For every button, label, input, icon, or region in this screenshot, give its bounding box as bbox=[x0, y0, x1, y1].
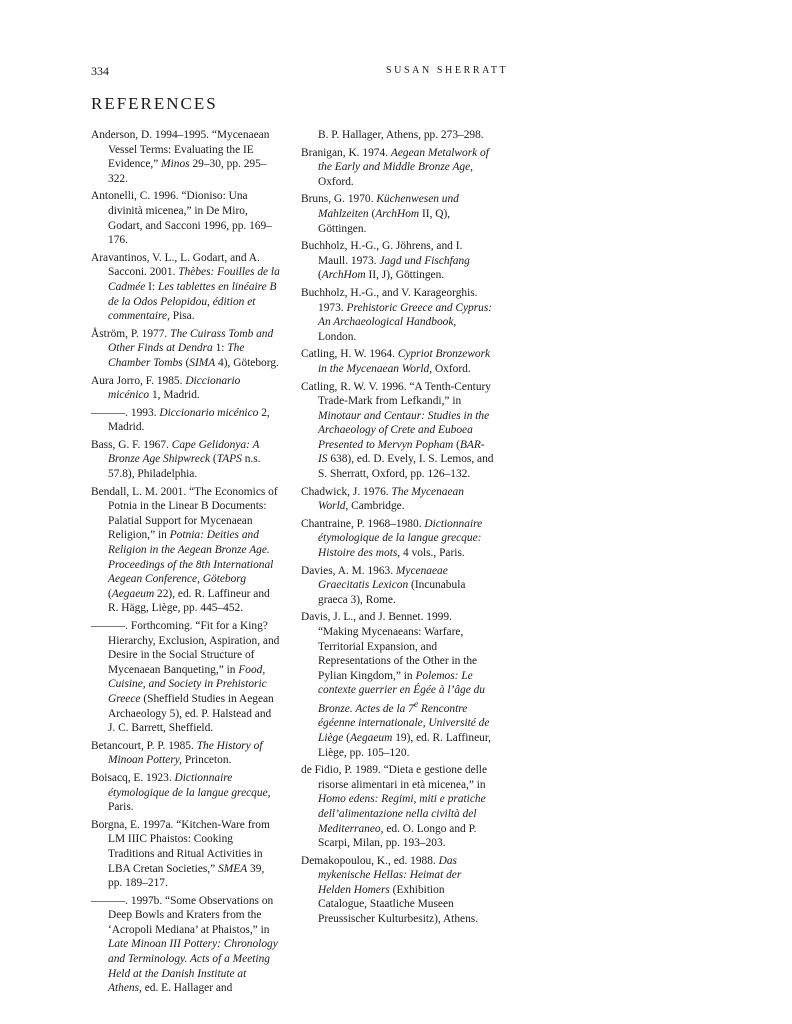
reference-entry: Bass, G. F. 1967. Cape Gelidonya: A Bronze Age Shipwreck (TAPS n.s. 57.8), Philadelphia. bbox=[91, 438, 261, 481]
reference-entry: Davies, A. M. 1963. Mycenaeae Graecitatis Lexicon (Incunabula graeca 3), Rome. bbox=[301, 564, 466, 606]
reference-entry: de Fidio, P. 1989. “Dieta e gestione delle risorse alimentari in età micenea,” in Homo edens: Regimi, miti e pratiche dell’alimentazione nella civiltà del Mediterraneo, ed. O. Longo and P. Scarpi, Milan, pp. 193–203. bbox=[301, 764, 488, 850]
reference-entry: Catling, R. W. V. 1996. “A Tenth-Century Trade-Mark from Lefkandi,” in Minotaur and Centaur: Studies in the Archaeology of Crete and Euboea Presented to Mervyn Popham (BAR-IS 638), ed. D. Evely, I. S. Lemos, and S. Sherratt, Oxford, pp. 126–132. bbox=[301, 380, 494, 481]
page-number: 334 bbox=[91, 64, 109, 78]
reference-entry: Catling, H. W. 1964. Cypriot Bronzework in the Mycenaean World, Oxford. bbox=[301, 348, 491, 375]
reference-entry: Bendall, L. M. 2001. “The Economics of Potnia in the Linear B Documents: Palatial Support for Mycenaean Religion,” in Potnia: Deities and Religion in the Aegean Bronze Age. Proceedings of the 8th International Aegean Conference, Göteborg (Aegaeum 22), ed. R. Laffineur and R. Hägg, Liège, pp. 445–452. bbox=[91, 485, 278, 615]
reference-entry: Boisacq, E. 1923. Dictionnaire étymologique de la langue grecque, Paris. bbox=[91, 771, 271, 814]
reference-entry: Betancourt, P. P. 1985. The History of Minoan Pottery, Princeton. bbox=[91, 739, 263, 767]
reference-entry: Buchholz, H.-G., G. Jöhrens, and I. Maull. 1973. Jagd und Fischfang (ArchHom II, J), Göttingen. bbox=[301, 240, 470, 282]
reference-entry: Anderson, D. 1994–1995. “Mycenaean Vessel Terms: Evaluating the IE Evidence,” Minos 29–30, pp. 295–322. bbox=[91, 129, 270, 185]
references-left-column bbox=[91, 128, 281, 999]
reference-entry: Davis, J. L., and J. Bennet. 1999. “Making Mycenaeans: Warfare, Territorial Expansion, and Representations of the Other in the Pylian Kingdom,” in Polemos: Le contexte guerrier en Égée à l’âge du Bronze. Actes de la 7e Rencontre égéenne internationale, Université de Liège (Aegaeum 19), ed. R. Laffineur, Liège, pp. 105–120. bbox=[301, 611, 492, 759]
reference-entry: B. P. Hallager, Athens, pp. 273–298. bbox=[318, 129, 484, 141]
reference-entry: Åström, P. 1977. The Cuirass Tomb and Other Finds at Dendra 1: The Chamber Tombs (SIMA 4), Göteborg. bbox=[91, 327, 279, 369]
reference-entry: Aura Jorro, F. 1985. Diccionario micénico 1, Madrid. bbox=[91, 374, 241, 402]
reference-entry: Branigan, K. 1974. Aegean Metalwork of the Early and Middle Bronze Age, Oxford. bbox=[301, 146, 489, 188]
reference-entry: Borgna, E. 1997a. “Kitchen-Ware from LM IIIC Phaistos: Cooking Traditions and Ritual Activities in LBA Cretan Societies,” SMEA 39, pp. 189–217. bbox=[91, 818, 270, 890]
reference-entry: Antonelli, C. 1996. “Dioniso: Una divinità micenea,” in De Miro, Godart, and Sacconi 1996, pp. 169–176. bbox=[91, 190, 272, 247]
reference-entry: Buchholz, H.-G., and V. Karageorghis. 1973. Prehistoric Greece and Cyprus: An Archaeological Handbook, London. bbox=[301, 286, 493, 343]
reference-entry: Demakopoulou, K., ed. 1988. Das mykenische Hellas: Heimat der Helden Homers (Exhibition Catalogue, Staatliche Museen Preussischer Kulturbesitz), Athens. bbox=[301, 854, 479, 926]
reference-entry: ———. 1993. Diccionario micénico 2, Madrid. bbox=[91, 406, 270, 434]
running-header-author: SUSAN SHERRATT bbox=[386, 65, 509, 76]
reference-entry: Bruns, G. 1970. Küchenwesen und Mahlzeiten (ArchHom II, Q), Göttingen. bbox=[301, 193, 459, 235]
reference-entry: ———. Forthcoming. “Fit for a King? Hierarchy, Exclusion, Aspiration, and Desire in the Social Structure of Mycenaean Banqueting,” in Food, Cuisine, and Society in Prehistoric Greece (Sheffield Studies in Aegean Archaeology 5), ed. P. Halstead and J. C. Barrett, Sheffield. bbox=[91, 620, 280, 735]
reference-entry: ———. 1997b. “Some Observations on Deep Bowls and Kraters from the ‘Acropoli Mediana’ at Phaistos,” in Late Minoan III Pottery: Chronology and Terminology. Acts of a Meeting Held at the Danish Institute at Athens, ed. E. Hallager and bbox=[91, 894, 278, 995]
reference-entry: Aravantinos, V. L., L. Godart, and A. Sacconi. 2001. Thèbes: Fouilles de la Cadmée I: Les tablettes en linéaire B de la Odos Pelopidou, édition et commentaire, Pisa. bbox=[91, 251, 280, 323]
reference-entry: Chantraine, P. 1968–1980. Dictionnaire étymologique de la langue grecque: Histoire des mots, 4 vols., Paris. bbox=[301, 517, 483, 560]
section-title: REFERENCES bbox=[91, 94, 218, 113]
references-right-column bbox=[301, 128, 494, 930]
reference-entry: Chadwick, J. 1976. The Mycenaean World, Cambridge. bbox=[301, 485, 464, 513]
